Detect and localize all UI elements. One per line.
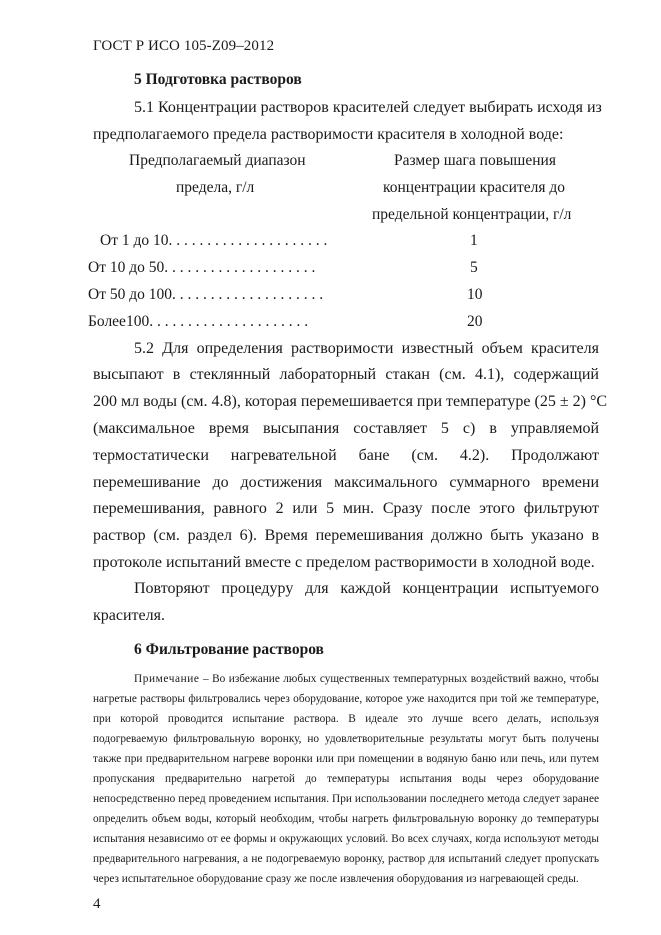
note-line: также при предварительном нагреве воронки или при помещении в водяную баню или печь, или путем [93,753,599,765]
table-col2-header: концентрации красителя до [383,179,565,196]
table-col2-header: Размер шага повышения [394,152,556,169]
paragraph-5-2-line: термостатически нагревательной бане (см. 4.2). Продолжают [93,447,599,464]
table-row-label: От 1 до 10. . . . . . . . . . . . . . . . . . . . . [100,232,328,249]
paragraph-5-1-line: 5.1 Концентрации растворов красителей следует выбирать исходя из [134,99,602,116]
note-line: испытания независимо от ее формы и окружающих условий. Во всех случаях, когда используют методы [93,833,599,845]
note-line: пропускания предварительно нагретой до температуры испытания воды через оборудование [93,773,599,785]
table-row-value: 20 [467,313,483,330]
paragraph-repeat-line: красителя. [93,607,165,624]
note-line: предварительного нагревания, а не подогреваемую воронку, раствор для испытаний следует пропускать [93,853,599,865]
page-number: 4 [93,896,101,912]
paragraph-5-2-line: перемешивания, равного 2 или 5 мин. Сразу после этого фильтруют [93,500,599,517]
page-header: ГОСТ Р ИСО 105-Z09–2012 [93,38,275,54]
section-6-title: 6 Фильтрование растворов [134,641,324,658]
paragraph-5-2-line: 5.2 Для определения растворимости известный объем красителя [134,340,599,357]
table-row-value: 1 [470,232,478,249]
table-row-value: 10 [467,286,483,303]
note-label: Примечание [134,673,200,685]
paragraph-5-2-line: высыпают в стеклянный лабораторный стакан (см. 4.1), содержащий [93,366,599,383]
paragraph-repeat-line: Повторяют процедуру для каждой концентрации испытуемого [134,580,599,597]
note-line: определить объем воды, который необходим, чтобы нагреть фильтровальную воронку до температуры [93,813,599,825]
paragraph-5-2-line: (максимальное время высыпания составляет 5 с) в управляемой [93,420,599,437]
paragraph-5-2-line: протоколе испытаний вместе с пределом растворимости в холодной воде. [93,554,595,571]
table-row-label: От 10 до 50. . . . . . . . . . . . . . . . . . . . [88,259,316,276]
note-line: подогреваемую фильтровальную воронку, но удовлетворительные результаты могут быть получены [93,733,599,745]
table-row-label: Более100. . . . . . . . . . . . . . . . . . . . . [88,313,309,330]
table-col1-header: предела, г/л [176,179,255,196]
paragraph-5-2-line: 200 мл воды (см. 4.8), которая перемешивается при температуре (25 ± 2) °С [93,393,608,410]
table-col1-header: Предполагаемый диапазон [129,152,306,169]
paragraph-5-2-line: перемешивание до достижения максимального суммарного времени [93,474,599,491]
table-row-value: 5 [470,259,478,276]
paragraph-5-2-line: раствор (см. раздел 6). Время перемешивания должно быть указано в [93,527,599,544]
paragraph-5-1-line: предполагаемого предела растворимости красителя в холодной воде: [93,126,564,143]
note-line: при которой проводится испытание раствора. В идеале это лучше всего делать, используя [93,713,599,725]
note-line: нагретые растворы фильтровались через оборудование, которое уже находится при той же температуре, [93,693,599,705]
section-5-title: 5 Подготовка растворов [134,71,302,88]
note-line: непосредственно перед проведением испытания. При использовании последнего метода следует заранее [93,793,599,805]
table-row-label: От 50 до 100. . . . . . . . . . . . . . . . . . . . [88,286,324,303]
note-text: – Во избежание любых существенных температурных воздействий важно, чтобы [199,673,599,685]
note-line: через испытательное оборудование сразу же после извлечения оборудования из нагревающей среды. [93,873,579,885]
note-line [134,673,599,685]
table-col2-header: предельной концентрации, г/л [372,206,572,223]
